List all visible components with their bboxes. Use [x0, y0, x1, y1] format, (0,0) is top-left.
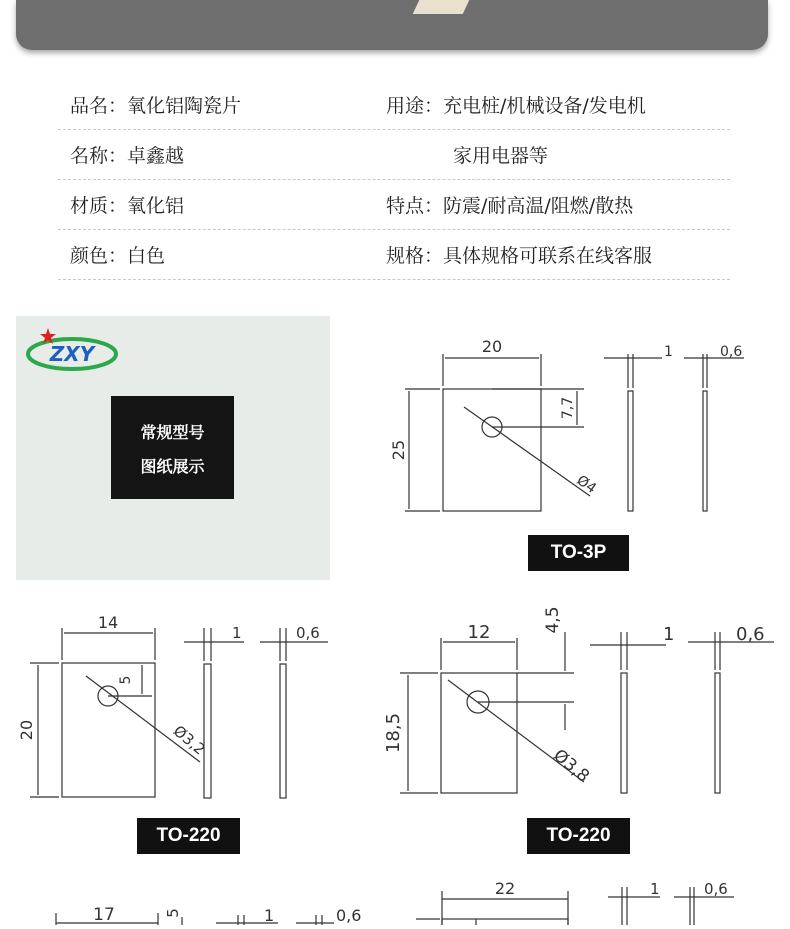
to220-right-width: 12 [467, 622, 491, 643]
to220-left-thickness-2: 0,6 [296, 624, 320, 642]
to3p-hole-diameter: Ø4 [573, 472, 600, 497]
spec-size: 规格：具体规格可联系在线客服 [386, 245, 653, 267]
to220-left-height: 20 [17, 719, 36, 741]
to3p-hole-offset: 7,7 [560, 396, 576, 420]
bottom-right-thickness-2: 0,6 [704, 880, 728, 898]
to220-right-hole-offset: 4,5 [543, 606, 563, 634]
top-banner [16, 0, 768, 50]
spec-product-name: 品名：氧化铝陶瓷片 [70, 95, 242, 117]
bottom-left-thickness-2: 0,6 [336, 906, 362, 925]
drawings-intro-panel [16, 316, 330, 580]
drawing-to220-right [372, 592, 786, 862]
spec-usage-continued: 家用电器等 [453, 145, 549, 167]
spec-color: 颜色：白色 [70, 245, 166, 267]
drawing-bottom-right [372, 875, 786, 925]
to220-left-width: 14 [97, 613, 119, 632]
drawing-to220-left [16, 592, 368, 862]
drawings-label-line1: 常规型号 [140, 423, 205, 442]
model-tag-to220-left: TO-220 [137, 818, 240, 854]
model-tag-to3p: TO-3P [528, 535, 629, 571]
to3p-width: 20 [481, 337, 503, 356]
spec-usage: 用途：充电桩/机械设备/发电机 [386, 95, 646, 117]
spec-row [58, 180, 730, 230]
drawing-bottom-left [16, 875, 368, 925]
bottom-left-thickness-1: 1 [264, 906, 275, 925]
bottom-left-diagram [16, 875, 368, 925]
spec-table [58, 80, 730, 280]
spec-material: 材质：氧化铝 [70, 195, 185, 217]
to220-left-hole-offset: 5 [118, 675, 134, 685]
to3p-height: 25 [389, 439, 408, 461]
product-image-fragment [413, 0, 470, 14]
bottom-right-thickness-1: 1 [650, 880, 660, 898]
bottom-right-width: 22 [494, 879, 516, 898]
spec-brand: 名称：卓鑫越 [70, 145, 185, 167]
spec-features: 特点：防震/耐高温/阻燃/散热 [386, 195, 634, 217]
bottom-left-hole-offset: 5 [164, 908, 182, 918]
to3p-thickness-1: 1 [664, 344, 673, 360]
model-tag-to220-right: TO-220 [527, 818, 630, 854]
drawing-to3p [372, 316, 786, 586]
spec-row [58, 80, 730, 130]
to3p-thickness-2: 0,6 [720, 344, 743, 360]
bottom-left-width: 17 [93, 905, 115, 925]
to220-right-hole-diameter: Ø3,8 [549, 745, 594, 787]
spec-row [58, 130, 730, 180]
drawings-label [111, 396, 234, 499]
drawings-label-line2: 图纸展示 [140, 457, 205, 476]
logo-text: ZXY [49, 342, 95, 366]
to220-right-thickness-1: 1 [663, 624, 675, 645]
brand-logo [22, 322, 120, 378]
to220-right-height: 18,5 [383, 712, 404, 754]
to220-right-thickness-2: 0,6 [736, 624, 765, 645]
to220-left-hole-diameter: Ø3,2 [169, 721, 209, 759]
bottom-right-diagram [372, 875, 786, 925]
to220-left-thickness-1: 1 [232, 624, 242, 642]
spec-row [58, 230, 730, 280]
